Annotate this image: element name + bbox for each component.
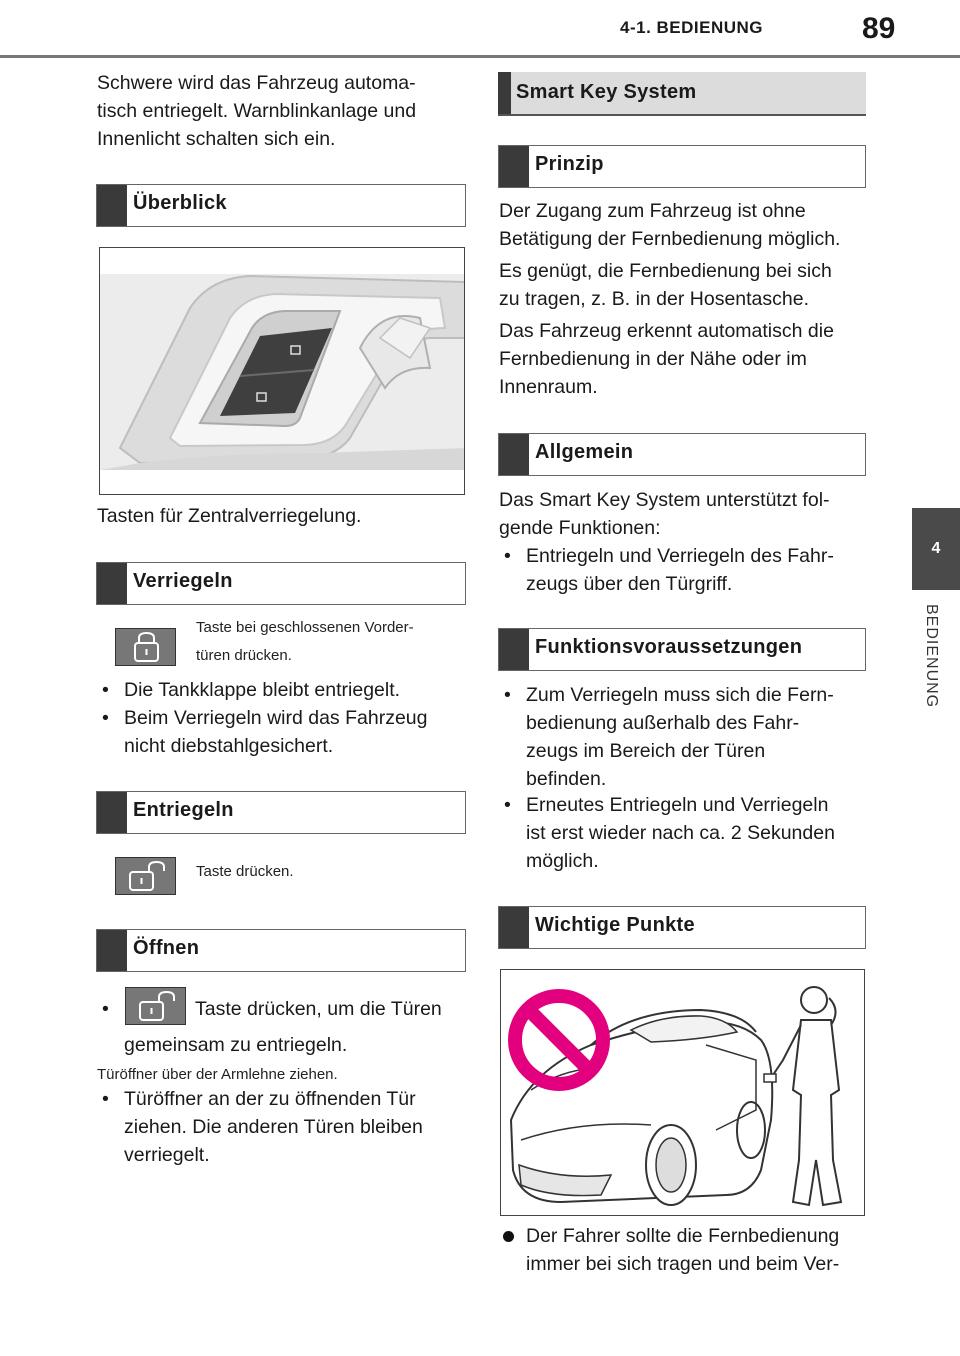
unlock-instruction: Taste drücken. [196,863,294,880]
section-bar [498,72,511,114]
header-rule [0,55,960,58]
principle-paragraph: Der Zugang zum Fahrzeug ist ohne Betätigung der Fernbedienung möglich. [499,200,841,250]
principle-paragraph: Das Fahrzeug erkennt automatisch die Fernbedienung in der Nähe oder im Innenraum. [499,320,834,398]
list-item: • Entriegeln und Verriegeln des Fahr- zeugs über den Türgriff. [499,542,834,598]
list-item: Der Fahrer sollte die Fernbedienung immer bei sich tragen und beim Ver- [499,1222,839,1278]
section-prinzip [498,145,866,188]
figure-lock-buttons [99,247,465,495]
figure-smart-key-warning [500,969,865,1216]
section-heading: Öffnen [133,937,200,959]
section-oeffnen [96,929,466,972]
chapter-header: 4-1. BEDIENUNG [620,18,764,37]
chapter-tab: 4 [912,508,960,590]
general-paragraph: Das Smart Key System unterstützt fol- gende Funktionen: [499,489,830,539]
section-heading: Prinzip [535,153,604,175]
section-wichtige-punkte [498,906,866,949]
section-bar [97,563,127,604]
section-ueberblick [96,184,466,227]
section-heading: Allgemein [535,441,634,463]
list-item: • Zum Verriegeln muss sich die Fern- bedienung außerhalb des Fahr- zeugs im Bereich der Türen befinden. [499,681,834,793]
section-bar [97,930,127,971]
open-instruction-cont: gemeinsam zu entriegeln. [124,1034,348,1056]
list-item: • Die Tankklappe bleibt entriegelt. [97,676,400,704]
section-bar [97,185,127,226]
section-heading: Wichtige Punkte [535,914,695,936]
section-verriegeln [96,562,466,605]
lock-instruction: Taste bei geschlossenen Vorder- türen drücken. [196,619,414,664]
list-item: • Beim Verriegeln wird das Fahrzeug nicht diebstahlgesichert. [97,704,427,760]
section-bar [97,792,127,833]
list-item: • Erneutes Entriegeln und Verriegeln ist erst wieder nach ca. 2 Sekunden möglich. [499,791,835,875]
intro-paragraph: Schwere wird das Fahrzeug automa- tisch entriegelt. Warnblinkanlage und Innenlicht schalten sich ein. [97,72,417,150]
section-entriegeln [96,791,466,834]
section-heading: Entriegeln [133,799,234,821]
open-instruction: Taste drücken, um die Türen [195,998,442,1020]
section-funktionsvoraussetzungen [498,628,866,671]
principle-paragraph: Es genügt, die Fernbedienung bei sich zu tragen, z. B. in der Hosentasche. [499,260,832,310]
lock-button-icon [115,628,176,666]
car-person-illustration [501,970,865,1216]
section-heading: Funktionsvoraussetzungen [535,636,803,658]
chapter-tab-label: BEDIENUNG [923,604,940,709]
section-smart-key [498,72,866,116]
section-title: Smart Key System [516,81,697,103]
section-allgemein [498,433,866,476]
section-bar [499,629,529,670]
armrest-note: Türöffner über der Armlehne ziehen. [97,1066,338,1083]
figure-caption: Tasten für Zentralverriegelung. [97,505,362,527]
unlock-button-icon-inline [125,987,186,1025]
section-bar [499,434,529,475]
section-bar [499,907,529,948]
section-heading: Verriegeln [133,570,233,592]
list-item: • Türöffner an der zu öffnenden Tür ziehen. Die anderen Türen bleiben verriegelt. [97,1085,423,1169]
unlock-button-icon [115,857,176,895]
door-panel-illustration [100,248,465,495]
page-number: 89 [862,12,896,45]
list-item: • [102,998,109,1020]
section-heading: Überblick [133,192,227,214]
section-bar [499,146,529,187]
